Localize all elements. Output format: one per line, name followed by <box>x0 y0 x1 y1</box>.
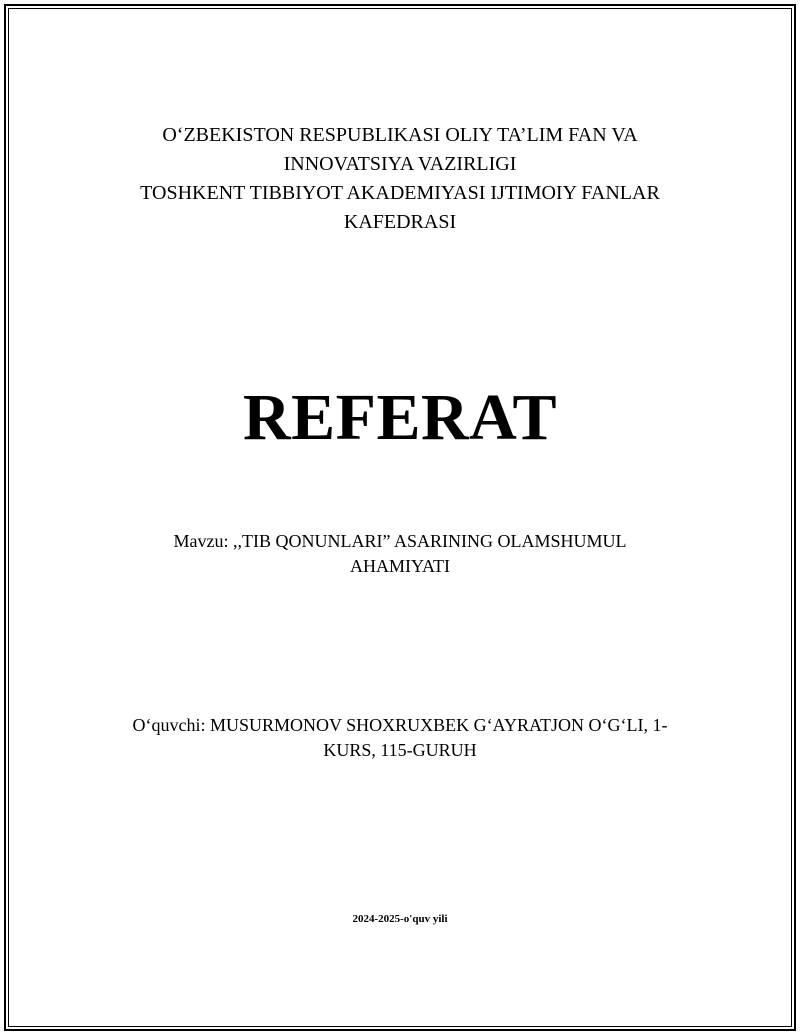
header-line-ministry-1: O‘ZBEKISTON RESPUBLIKASI OLIY TA’LIM FAN VA <box>162 124 638 146</box>
header-line-academy: TOSHKENT TIBBIYOT AKADEMIYASI IJTIMOIY FANLAR <box>140 182 660 204</box>
header-line-department: KAFEDRASI <box>343 211 457 233</box>
student-line-1: O‘quvchi: MUSURMONOV SHOXRUXBEK G‘AYRATJON O‘G‘LI, 1- <box>132 715 668 735</box>
institution-header <box>0 121 800 237</box>
topic-block <box>0 529 800 579</box>
topic-line-2: AHAMIYATI <box>350 556 450 576</box>
academic-year: 2024-2025-o'quv yili <box>352 913 448 925</box>
header-line-ministry-2: INNOVATSIYA VAZIRLIGI <box>283 153 517 175</box>
student-line-2: KURS, 115-GURUH <box>323 740 477 760</box>
document-title: REFERAT <box>243 381 557 454</box>
topic-line-1: Mavzu: ,,TIB QONUNLARI” ASARINING OLAMSHUMUL <box>173 531 627 551</box>
student-block <box>0 713 800 763</box>
